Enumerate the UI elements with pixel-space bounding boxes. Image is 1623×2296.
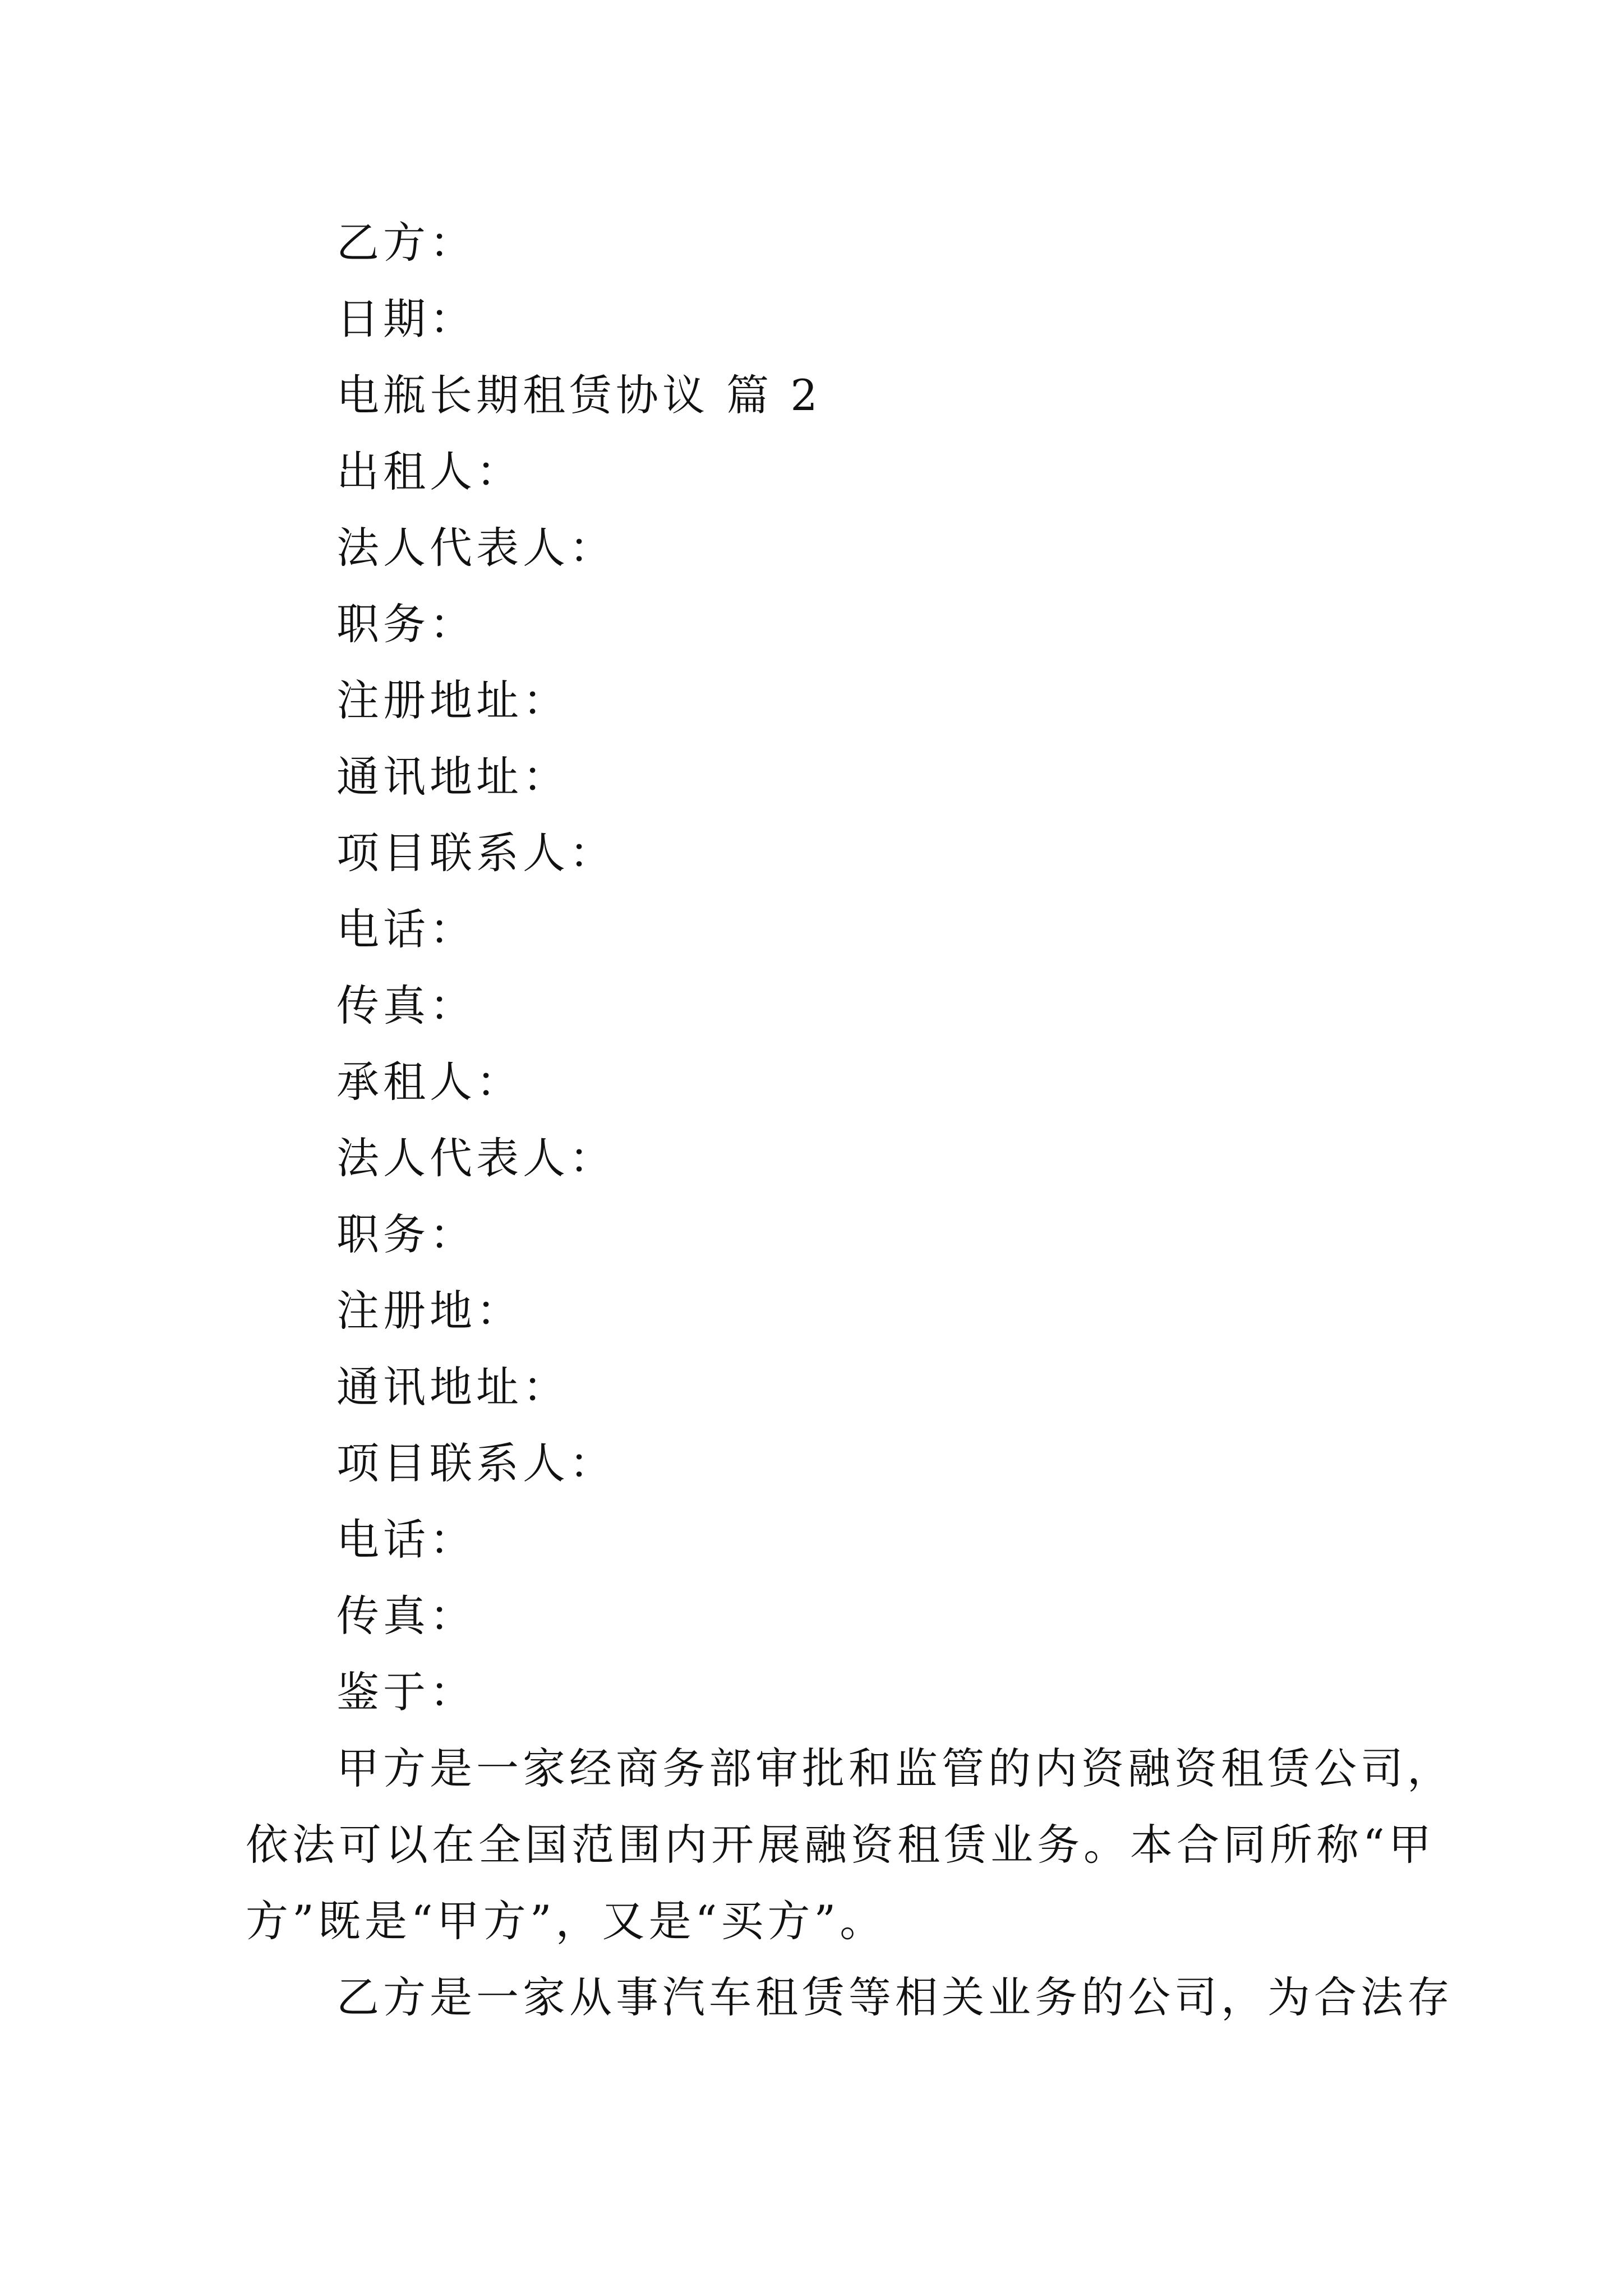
date-label: 日期： (336, 294, 476, 344)
paragraph-1-line-1: 甲方是一家经商务部审批和监管的内资融资租赁公司， (336, 1743, 1454, 1793)
lessor-label: 出租人： (336, 447, 523, 496)
lessee-legal-representative-label: 法人代表人： (336, 1133, 616, 1183)
paragraph-1-line-2: 依法可以在全国范围内开展融资租赁业务。本合同所称“甲 (246, 1820, 1435, 1870)
lessee-fax-label: 传真： (336, 1591, 476, 1641)
paragraph-1-line-3: 方”既是“甲方”，又是“买方”。 (246, 1896, 887, 1946)
paragraph-2-line-1: 乙方是一家从事汽车租赁等相关业务的公司，为合法存 (336, 1972, 1454, 2022)
lessor-position-label: 职务： (336, 599, 476, 649)
lessor-registered-address-label: 注册地址： (336, 675, 569, 725)
lessor-project-contact-label: 项目联系人： (336, 828, 616, 878)
lessee-registered-place-label: 注册地： (336, 1286, 523, 1336)
lessee-phone-label: 电话： (336, 1515, 476, 1565)
lessor-legal-representative-label: 法人代表人： (336, 523, 616, 573)
whereas-label: 鉴于： (336, 1667, 476, 1717)
lessee-label: 承租人： (336, 1057, 523, 1107)
lessor-mailing-address-label: 通讯地址： (336, 752, 569, 802)
party-b-label: 乙方： (336, 218, 476, 268)
section-title: 电瓶长期租赁协议 篇 2 (336, 370, 822, 420)
lessor-phone-label: 电话： (336, 904, 476, 954)
lessee-project-contact-label: 项目联系人： (336, 1438, 616, 1488)
lessee-position-label: 职务： (336, 1209, 476, 1259)
lessee-mailing-address-label: 通讯地址： (336, 1362, 569, 1412)
lessor-fax-label: 传真： (336, 981, 476, 1030)
